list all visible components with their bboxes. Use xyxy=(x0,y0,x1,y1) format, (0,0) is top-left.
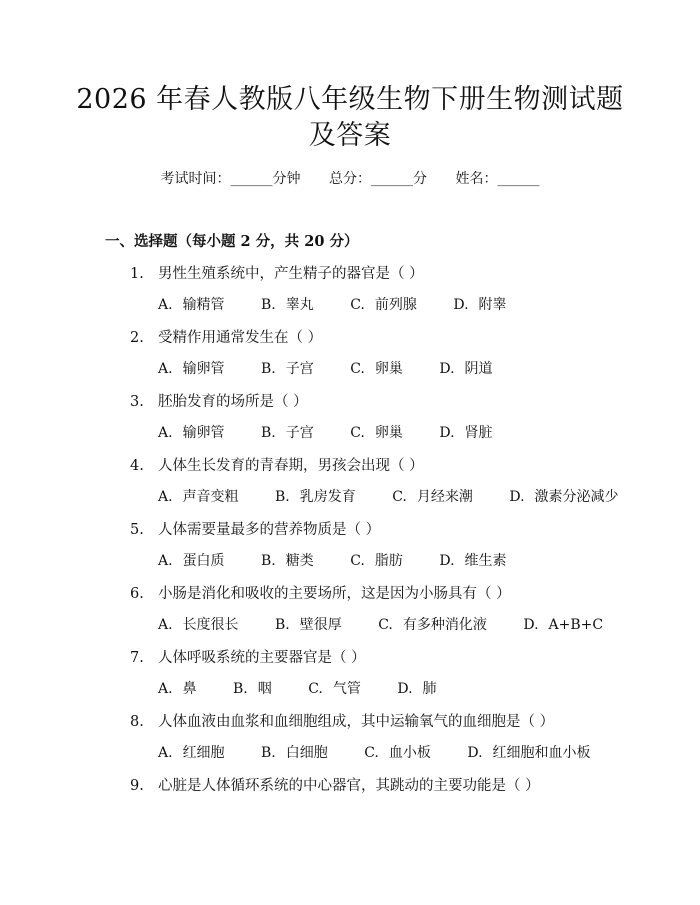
question-number: 7. xyxy=(130,650,144,666)
exam-total-score: 总分：______分 xyxy=(329,171,427,187)
option-letter: D. xyxy=(523,617,539,633)
question-text: 心脏是人体循环系统的中心器官，其跳动的主要功能是（ ） xyxy=(158,778,540,794)
question-3-options xyxy=(158,422,525,442)
option-letter: B. xyxy=(261,297,276,313)
option-text: A+B+C xyxy=(548,617,604,633)
option-letter: A. xyxy=(158,361,173,377)
option-d xyxy=(439,358,492,378)
option-c xyxy=(378,614,487,634)
question-number: 6. xyxy=(130,586,144,602)
document-title-line2: 及答案 xyxy=(308,120,392,151)
option-text: 维生素 xyxy=(464,553,507,569)
question-text: 男性生殖系统中，产生精子的器官是（ ） xyxy=(158,266,424,282)
option-c xyxy=(350,422,403,442)
option-letter: B. xyxy=(261,425,276,441)
option-letter: B. xyxy=(261,745,276,761)
student-name: 姓名：______ xyxy=(455,171,540,187)
option-b xyxy=(261,358,314,378)
question-text: 人体需要量最多的营养物质是（ ） xyxy=(158,522,381,538)
question-text: 受精作用通常发生在（ ） xyxy=(158,330,323,346)
question-text: 人体呼吸系统的主要器官是（ ） xyxy=(158,650,366,666)
option-text: 壁很厚 xyxy=(299,617,342,633)
option-letter: A. xyxy=(158,553,173,569)
option-c xyxy=(308,678,361,698)
option-text: 睾丸 xyxy=(285,297,314,313)
option-letter: D. xyxy=(439,361,455,377)
question-1-options xyxy=(158,294,539,314)
option-letter: B. xyxy=(233,681,248,697)
option-c xyxy=(350,550,403,570)
option-text: 子宫 xyxy=(285,425,314,441)
question-3 xyxy=(130,390,308,411)
question-5 xyxy=(130,518,380,539)
option-text: 脂肪 xyxy=(374,553,403,569)
option-text: 激素分泌减少 xyxy=(534,489,619,505)
option-text: 乳房发育 xyxy=(299,489,356,505)
option-letter: C. xyxy=(350,553,365,569)
option-text: 咽 xyxy=(257,681,272,697)
question-text: 小肠是消化和吸收的主要场所，这是因为小肠具有（ ） xyxy=(158,586,511,602)
option-letter: D. xyxy=(439,553,455,569)
option-letter: A. xyxy=(158,617,173,633)
option-d xyxy=(453,294,506,314)
option-letter: C. xyxy=(350,425,365,441)
option-letter: A. xyxy=(158,425,173,441)
question-6-options xyxy=(158,614,603,634)
option-a xyxy=(158,358,225,378)
option-b xyxy=(261,294,314,314)
option-d xyxy=(397,678,436,698)
option-a xyxy=(158,550,225,570)
option-letter: C. xyxy=(350,361,365,377)
exam-time: 考试时间：______分钟 xyxy=(160,171,301,187)
option-c xyxy=(392,486,473,506)
option-text: 卵巢 xyxy=(374,425,403,441)
question-text: 人体血液由血浆和血细胞组成，其中运输氧气的血细胞是（ ） xyxy=(158,714,555,730)
option-text: 气管 xyxy=(332,681,361,697)
option-letter: C. xyxy=(378,617,393,633)
option-letter: C. xyxy=(350,297,365,313)
option-c xyxy=(350,294,417,314)
option-letter: A. xyxy=(158,297,173,313)
option-letter: C. xyxy=(308,681,323,697)
question-text: 人体生长发育的青春期，男孩会出现（ ） xyxy=(158,458,424,474)
option-letter: D. xyxy=(509,489,525,505)
question-6 xyxy=(130,582,511,603)
question-7 xyxy=(130,646,366,667)
option-letter: B. xyxy=(275,617,290,633)
question-5-options xyxy=(158,550,539,570)
option-d xyxy=(467,742,590,762)
question-number: 9. xyxy=(130,778,144,794)
question-8 xyxy=(130,710,554,731)
option-b xyxy=(233,678,272,698)
option-letter: A. xyxy=(158,745,173,761)
option-letter: B. xyxy=(261,553,276,569)
option-c xyxy=(364,742,431,762)
question-text: 胚胎发育的场所是（ ） xyxy=(158,394,308,410)
option-d xyxy=(509,486,618,506)
question-number: 3. xyxy=(130,394,144,410)
document-title-line1: 2026 年春人教版八年级生物下册生物测试题 xyxy=(76,84,624,115)
option-a xyxy=(158,294,225,314)
option-text: 蛋白质 xyxy=(182,553,225,569)
option-text: 附睾 xyxy=(478,297,507,313)
option-letter: B. xyxy=(275,489,290,505)
question-2 xyxy=(130,326,322,347)
option-text: 白细胞 xyxy=(285,745,328,761)
question-1 xyxy=(130,262,424,283)
option-text: 输精管 xyxy=(182,297,225,313)
option-b xyxy=(275,486,356,506)
question-number: 2. xyxy=(130,330,144,346)
option-text: 阴道 xyxy=(464,361,493,377)
option-b xyxy=(261,742,328,762)
option-d xyxy=(439,550,506,570)
option-letter: D. xyxy=(467,745,483,761)
option-text: 鼻 xyxy=(182,681,197,697)
option-text: 红细胞和血小板 xyxy=(492,745,591,761)
option-text: 子宫 xyxy=(285,361,314,377)
question-8-options xyxy=(158,742,591,762)
option-text: 红细胞 xyxy=(182,745,225,761)
option-text: 有多种消化液 xyxy=(402,617,487,633)
option-text: 长度很长 xyxy=(182,617,239,633)
option-letter: D. xyxy=(397,681,413,697)
option-text: 前列腺 xyxy=(374,297,417,313)
question-2-options xyxy=(158,358,525,378)
option-text: 声音变粗 xyxy=(182,489,239,505)
option-b xyxy=(275,614,342,634)
option-a xyxy=(158,422,225,442)
option-c xyxy=(350,358,403,378)
section-heading: 一、选择题（每小题 2 分，共 20 分） xyxy=(105,233,359,250)
option-text: 肺 xyxy=(422,681,437,697)
option-letter: C. xyxy=(364,745,379,761)
option-a xyxy=(158,742,225,762)
exam-meta xyxy=(0,168,700,188)
option-text: 输卵管 xyxy=(182,361,225,377)
question-7-options xyxy=(158,678,469,698)
option-text: 糖类 xyxy=(285,553,314,569)
option-letter: A. xyxy=(158,489,173,505)
option-d xyxy=(523,617,603,633)
option-a xyxy=(158,678,197,698)
option-d xyxy=(439,422,492,442)
option-text: 肾脏 xyxy=(464,425,493,441)
option-letter: D. xyxy=(439,425,455,441)
question-number: 1. xyxy=(130,266,144,282)
option-text: 月经来潮 xyxy=(416,489,473,505)
question-number: 8. xyxy=(130,714,144,730)
option-a xyxy=(158,614,239,634)
option-letter: B. xyxy=(261,361,276,377)
question-9 xyxy=(130,774,540,795)
option-b xyxy=(261,550,314,570)
question-4 xyxy=(130,454,424,475)
option-text: 输卵管 xyxy=(182,425,225,441)
option-a xyxy=(158,486,239,506)
option-letter: A. xyxy=(158,681,173,697)
option-text: 卵巢 xyxy=(374,361,403,377)
question-number: 4. xyxy=(130,458,144,474)
option-letter: D. xyxy=(453,297,469,313)
question-number: 5. xyxy=(130,522,144,538)
option-b xyxy=(261,422,314,442)
option-text: 血小板 xyxy=(388,745,431,761)
question-4-options xyxy=(158,486,619,506)
option-letter: C. xyxy=(392,489,407,505)
